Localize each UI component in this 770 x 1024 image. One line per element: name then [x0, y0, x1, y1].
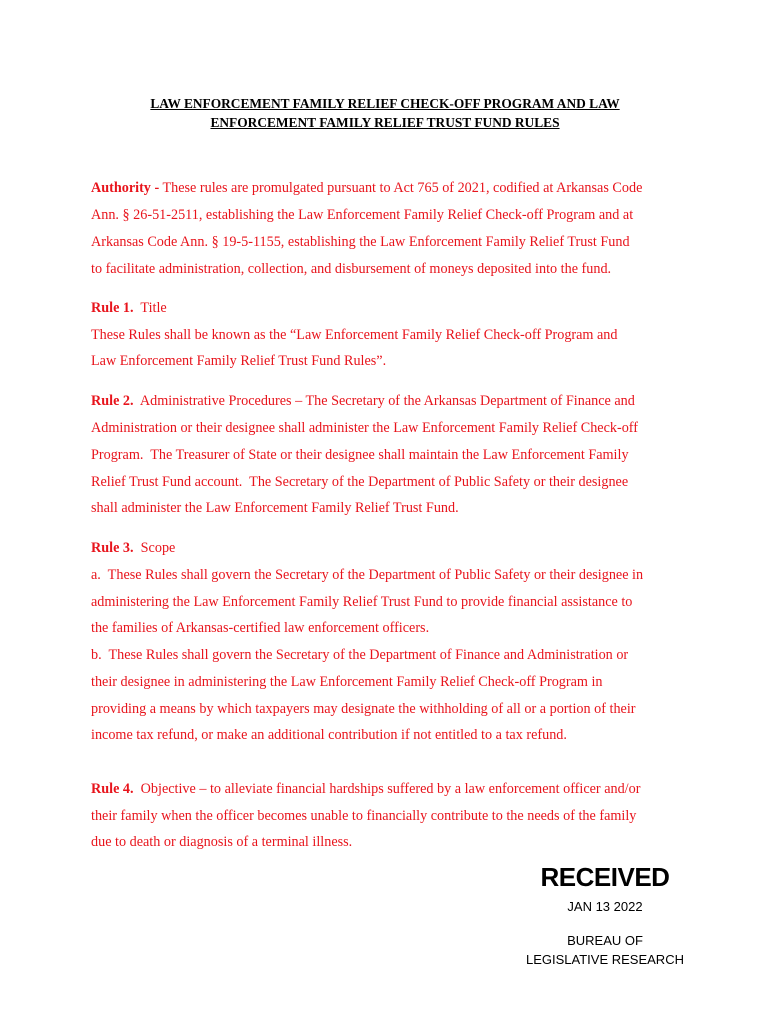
rule-3-title: Scope: [133, 540, 176, 556]
rule-1-title: Title: [133, 300, 167, 316]
rule-2-text: Administrative Procedures – The Secretary of the Arkansas Department of Finance and: [133, 393, 635, 409]
rule-1-heading: [91, 300, 167, 317]
rule-1-label: Rule 1.: [91, 300, 134, 316]
rule-2-line: Administration or their designee shall administer the Law Enforcement Family Relief Check-off: [91, 420, 638, 436]
title-line-1: LAW ENFORCEMENT FAMILY RELIEF CHECK-OFF PROGRAM AND LAW: [150, 96, 620, 111]
rule-3-line: administering the Law Enforcement Family Relief Trust Fund to provide financial assistance to: [91, 594, 633, 610]
rule-2-line: Relief Trust Fund account. The Secretary of the Department of Public Safety or their designee: [91, 474, 629, 490]
rule-4-text: Objective – to alleviate financial hardships suffered by a law enforcement officer and/or: [133, 781, 641, 797]
authority-line: Arkansas Code Ann. § 19-5-1155, establishing the Law Enforcement Family Relief Trust Fund: [91, 234, 630, 250]
authority-line: to facilitate administration, collection, and disbursement of moneys deposited into the fund.: [91, 261, 612, 277]
bureau-name: [505, 931, 705, 969]
rule-4-line: [91, 781, 640, 798]
rule-3-line: b. These Rules shall govern the Secretary of the Department of Finance and Administration or: [91, 647, 629, 663]
rule-4-label: Rule 4.: [91, 781, 134, 797]
rule-3-line: a. These Rules shall govern the Secretary of the Department of Public Safety or their designee in: [91, 567, 644, 583]
rule-3-line: income tax refund, or make an additional contribution if not entitled to a tax refund.: [91, 727, 567, 743]
authority-text: These rules are promulgated pursuant to Act 765 of 2021, codified at Arkansas Code: [159, 180, 643, 196]
bureau-line-2: LEGISLATIVE RESEARCH: [526, 952, 684, 967]
authority-line: [91, 180, 642, 197]
bureau-line-1: BUREAU OF: [567, 933, 643, 948]
rule-2-line: [91, 393, 635, 410]
rule-2-line: shall administer the Law Enforcement Family Relief Trust Fund.: [91, 500, 459, 516]
rule-3-line: the families of Arkansas-certified law enforcement officers.: [91, 620, 430, 636]
rule-2-label: Rule 2.: [91, 393, 134, 409]
rule-1-line: Law Enforcement Family Relief Trust Fund Rules”.: [91, 353, 387, 369]
rule-3-heading: [91, 540, 175, 557]
rule-4-line: due to death or diagnosis of a terminal illness.: [91, 834, 353, 850]
rule-1-line: These Rules shall be known as the “Law Enforcement Family Relief Check-off Program and: [91, 327, 618, 343]
received-date: JAN 13 2022: [567, 899, 643, 914]
rule-3-label: Rule 3.: [91, 540, 134, 556]
document-title: [70, 94, 700, 132]
rule-3-line: providing a means by which taxpayers may designate the withholding of all or a portion of their: [91, 701, 636, 717]
authority-line: Ann. § 26-51-2511, establishing the Law Enforcement Family Relief Check-off Program and at: [91, 207, 634, 223]
rule-2-line: Program. The Treasurer of State or their designee shall maintain the Law Enforcement Family: [91, 447, 629, 463]
rule-4-line: their family when the officer becomes unable to financially contribute to the needs of the family: [91, 808, 637, 824]
title-line-2: ENFORCEMENT FAMILY RELIEF TRUST FUND RULES: [210, 115, 560, 130]
authority-label: Authority -: [91, 180, 160, 196]
received-stamp: RECEIVED: [540, 862, 670, 892]
rule-3-line: their designee in administering the Law Enforcement Family Relief Check-off Program in: [91, 674, 603, 690]
